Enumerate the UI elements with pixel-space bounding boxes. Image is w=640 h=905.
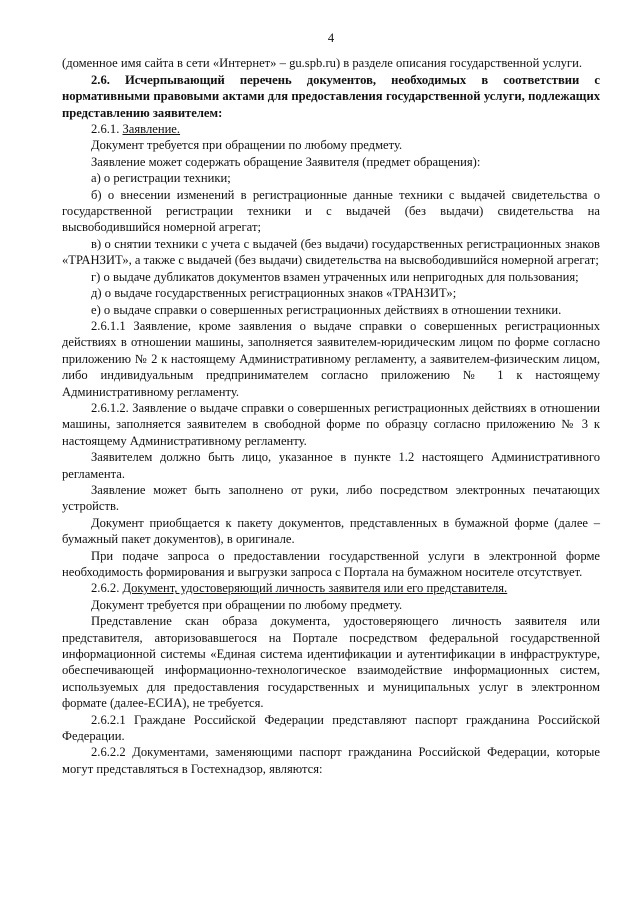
paragraph-domain-name: (доменное имя сайта в сети «Интернет» – gu.spb.ru) в разделе описания государственной услуги. xyxy=(62,56,582,71)
list-item-a: а) о регистрации техники; xyxy=(91,171,231,186)
paragraph-applicant: Заявителем должно быть лицо, указанное в пункте 1.2 настоящего Административного регламента. xyxy=(62,450,600,481)
section-2-6-1-number: 2.6.1. xyxy=(91,122,123,137)
paragraph-attached: Документ приобщается к пакету документов, представленных в бумажной форме (далее – бумажный пакет документов), в оригинале. xyxy=(62,515,600,547)
list-item-e: е) о выдаче справки о совершенных регистрационных действиях в отношении техники. xyxy=(91,302,562,317)
paragraph-required: Документ требуется при обращении по любому предмету. xyxy=(91,138,403,153)
paragraph-2-6-2-1: 2.6.2.1 Граждане Российской Федерации представляют паспорт гражданина Российской Федерации. xyxy=(62,712,600,744)
paragraph-2-6-2-2: 2.6.2.2 Документами, заменяющими паспорт гражданина Российской Федерации, которые могут представляться в Гостехнадзор, являются: xyxy=(62,745,600,776)
paragraph-may-contain: Заявление может содержать обращение Заявителя (предмет обращения): xyxy=(91,154,481,169)
section-2-6-2-title: Документ, удостоверяющий личность заявителя или его представителя. xyxy=(122,581,508,596)
page-number: 4 xyxy=(327,31,335,45)
section-2-6-2-number: 2.6.2. xyxy=(91,581,123,596)
paragraph-filled: Заявление может быть заполнено от руки, либо посредством электронных печатающих устройств. xyxy=(62,482,600,514)
paragraph-required-2: Документ требуется при обращении по любому предмету. xyxy=(91,597,403,612)
section-2-6-2-heading xyxy=(62,580,600,596)
section-2-6-heading: 2.6. Исчерпывающий перечень документов, необходимых в соответствии с нормативными правовыми актами для предоставления государственной услуги, подлежащих представлению заявителем: xyxy=(62,72,600,120)
list-item-v: в) о снятии техники с учета с выдачей (без выдачи) государственных регистрационных знаков «ТРАНЗИТ», а также с выдачей (без выдачи) свидетельства на высвободившийся номерной агрегат; xyxy=(62,236,600,268)
paragraph-scan: Представление скан образа документа, удостоверяющего личность заявителя или представителя, авторизовавшегося на Портале посредством федеральной государственной информационной системы «Единая система идентификации и аутентификации в инфраструктуре, обеспечивающей информационно-технологическое взаимодействие информационных систем, используемых для предоставления государственных и муниципальных услуг в электронном формате (далее-ЕСИА), не требуется. xyxy=(62,614,600,711)
list-item-g: г) о выдаче дубликатов документов взамен утраченных или непригодных для пользования; xyxy=(91,269,579,284)
section-2-6-1-heading xyxy=(62,121,600,137)
paragraph-2-6-1-2: 2.6.1.2. Заявление о выдаче справки о совершенных регистрационных действиях в отношении машины, заполняется заявителем в свободной форме по образцу согласно приложению № 3 к настоящему Административному регламенту. xyxy=(62,400,600,448)
paragraph-electronic: При подаче запроса о предоставлении государственной услуги в электронной форме необходимость формирования и выгрузки запроса с Портала на бумажном носителе отсутствует. xyxy=(62,548,600,579)
list-item-b: б) о внесении изменений в регистрационные данные техники с выдачей свидетельства о государственной регистрации техники и с выдачей (без выдачи) свидетельства на высвободившийся номерной агрегат; xyxy=(62,187,600,235)
paragraph-2-6-1-1: 2.6.1.1 Заявление, кроме заявления о выдаче справки о совершенных регистрационных действиях в отношении машины, заполняется заявителем-юридическим лицом по форме согласно приложению № 2 к настоящему Административному регламенту, а заявителем-физическим лицом, либо индивидуальным предпринимателем согласно приложению № 1 к настоящему Административному регламенту. xyxy=(62,318,600,399)
list-item-d: д) о выдаче государственных регистрационных знаков «ТРАНЗИТ»; xyxy=(91,286,457,301)
document-page xyxy=(62,30,600,777)
section-2-6-1-title: Заявление. xyxy=(122,122,181,137)
